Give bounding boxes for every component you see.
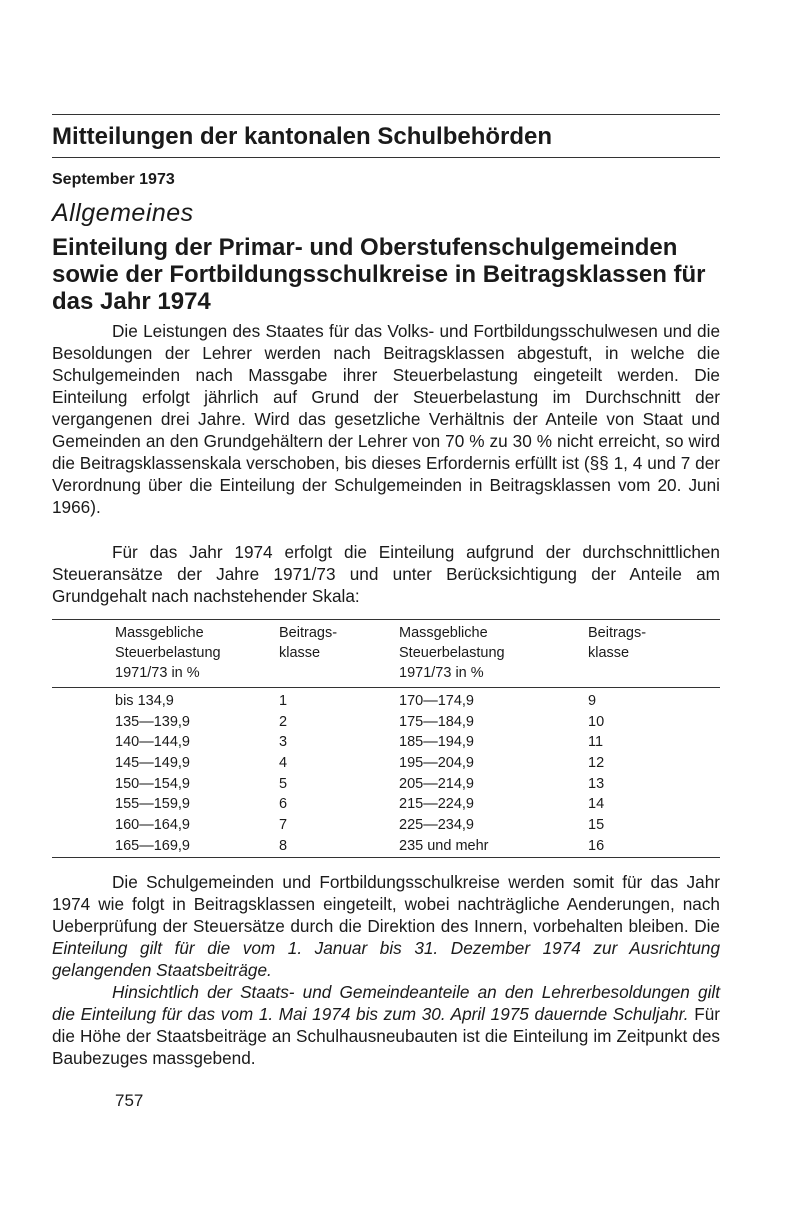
table-cell: 8: [279, 837, 288, 854]
table-cell: 160—164,9: [115, 817, 190, 834]
paragraph-3-emphasis: Einteilung gilt für die vom 1. Januar bis 31. Dezember 1974 zur Ausrichtung gelangenden Staatsbeiträge.: [52, 938, 720, 980]
paragraph-3: [52, 871, 720, 981]
table-cell: 4: [279, 755, 288, 772]
table-cell: 195—204,9: [399, 755, 474, 772]
paragraph-2: [52, 541, 720, 607]
page-number: 757: [115, 1091, 144, 1110]
article-headline: Einteilung der Primar- und Oberstufenschulgemeinden sowie der Fortbildungsschulkreise in Beitragsklassen für das Jahr 1974: [52, 234, 706, 315]
table-column-range-left: [115, 691, 190, 857]
header-line: Steuerbelastung: [115, 645, 221, 661]
table-cell: 5: [279, 775, 288, 792]
table-top-rule: [52, 619, 720, 620]
table-cell: 11: [588, 734, 604, 751]
table-cell: 135—139,9: [115, 713, 190, 730]
table-header-rule: [52, 687, 720, 688]
table-cell: 3: [279, 734, 288, 751]
table-column-range-right: [399, 691, 488, 857]
table-cell: 150—154,9: [115, 775, 190, 792]
header-line: Massgebliche: [399, 625, 488, 641]
table-column-class-right: [588, 691, 604, 857]
table-header-steuerbelastung-right: [399, 623, 505, 683]
paragraph-3-text: Die Schulgemeinden und Fortbildungsschulkreise werden somit für das Jahr 1974 wie folgt in Beitragsklassen eingeteilt, wobei nachträgliche Aenderungen, nach Ueberprüfung der Steuersätze durch die Direktion des Innern, vorbehalten bleiben. Die: [52, 872, 720, 936]
header-line: Massgebliche: [115, 625, 204, 641]
paragraph-1-text: Die Leistungen des Staates für das Volks- und Fortbildungsschulwesen und die Besoldungen der Lehrer werden nach Beitragsklassen abgestuft, in welche die Schulgemeinden nach Massgabe ihrer Steuerbelastung eingeteilt werden. Die Einteilung erfolgt jährlich auf Grund der Steuerbelastung im Durchschnitt der vergangenen drei Jahre. Wird das gesetzliche Verhältnis der Anteile von Staat und Gemeinden an den Grundgehältern der Lehrer von 70 % zu 30 % nicht erreicht, so wird die Beitragsklassenskala verschoben, bis dieses Erfordernis erfüllt ist (§§ 1, 4 und 7 der Verordnung über die Einteilung der Schulgemeinden in Beitragsklassen vom 20. Juni 1966).: [52, 321, 720, 517]
table-cell: 7: [279, 817, 288, 834]
table-cell: 235 und mehr: [399, 837, 489, 854]
header-line: 1971/73 in %: [115, 665, 200, 681]
header-line: Steuerbelastung: [399, 645, 505, 661]
table-cell: 140—144,9: [115, 734, 190, 751]
table-cell: 155—159,9: [115, 796, 190, 813]
table-cell: 185—194,9: [399, 734, 474, 751]
paragraph-4: [52, 981, 720, 1069]
table-cell: 13: [588, 775, 605, 792]
table-cell: 165—169,9: [115, 837, 190, 854]
table-cell: 145—149,9: [115, 755, 190, 772]
header-line: klasse: [279, 645, 321, 661]
table-cell: 10: [588, 713, 605, 730]
table-cell: 6: [279, 796, 288, 813]
table-cell: 170—174,9: [399, 693, 474, 709]
header-line: klasse: [588, 645, 630, 661]
table-cell: 205—214,9: [399, 775, 474, 792]
table-cell: 225—234,9: [399, 817, 474, 834]
header-line: Beitrags-: [279, 625, 338, 641]
publication-date: September 1973: [52, 171, 175, 188]
table-bottom-rule: [52, 857, 720, 858]
paragraph-4-text: Für die Höhe der Staatsbeiträge an Schulhausneubauten ist die Einteilung im Zeitpunkt des Baubezuges massgebend.: [52, 1004, 720, 1068]
paragraph-1: [52, 320, 720, 518]
table-cell: 12: [588, 755, 605, 772]
table-header-beitragsklasse-right: [588, 623, 646, 663]
top-rule: [52, 114, 720, 115]
table-cell: bis 134,9: [115, 693, 174, 709]
header-line: 1971/73 in %: [399, 665, 484, 681]
title-rule: [52, 157, 720, 158]
paragraph-2-text: Für das Jahr 1974 erfolgt die Einteilung aufgrund der durchschnittlichen Steueransätze der Jahre 1971/73 und unter Berücksichtigung der Anteile am Grundgehalt nach nachstehender Skala:: [52, 542, 720, 606]
section-title: Mitteilungen der kantonalen Schulbehörden: [52, 123, 553, 150]
header-line: Beitrags-: [588, 625, 647, 641]
table-cell: 175—184,9: [399, 713, 474, 730]
table-header-steuerbelastung-left: [115, 623, 221, 683]
table-cell: 16: [588, 837, 605, 854]
table-cell: 9: [588, 693, 597, 709]
category-heading: Allgemeines: [52, 199, 194, 227]
table-cell: 215—224,9: [399, 796, 474, 813]
table-cell: 15: [588, 817, 605, 834]
table-column-class-left: [279, 691, 287, 857]
table-cell: 1: [279, 693, 288, 709]
paragraph-4-emphasis: Hinsichtlich der Staats- und Gemeindeanteile an den Lehrerbesoldungen gilt die Einteilung für das vom 1. Mai 1974 bis zum 30. April 1975 dauernde Schuljahr.: [52, 982, 720, 1024]
table-cell: 2: [279, 713, 288, 730]
table-header-beitragsklasse-left: [279, 623, 337, 663]
table-cell: 14: [588, 796, 605, 813]
